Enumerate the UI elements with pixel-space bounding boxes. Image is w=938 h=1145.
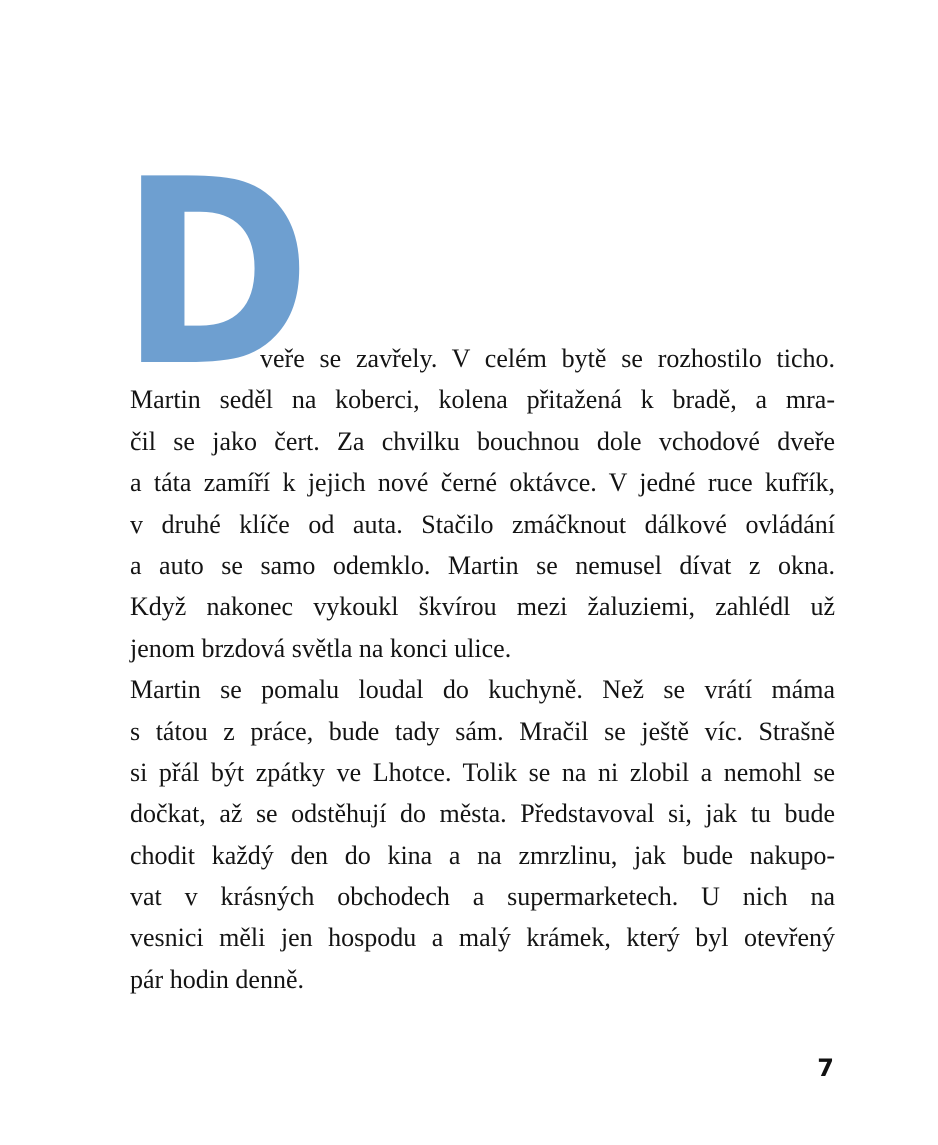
- text-line: chodit každý den do kina a na zmrzlinu, jak bude nakupo-: [130, 840, 835, 870]
- text-line: si přál být zpátky ve Lhotce. Tolik se na ni zlobil a nemohl se: [130, 757, 835, 787]
- text-line: a táta zamíří k jejich nové černé oktávce. V jedné ruce kufřík,: [130, 468, 835, 498]
- text-line: vat v krásných obchodech a supermarketech. U nich na: [130, 882, 835, 912]
- text-line: jenom brzdová světla na konci ulice.: [130, 633, 512, 663]
- text-line: a auto se samo odemklo. Martin se nemusel dívat z okna.: [130, 550, 835, 580]
- text-line: Když nakonec vykoukl škvírou mezi žaluziemi, zahlédl už: [130, 592, 835, 622]
- text-line: dočkat, až se odstěhují do města. Představoval si, jak tu bude: [130, 799, 835, 829]
- drop-cap-letter: D: [120, 125, 312, 423]
- text-line: čil se jako čert. Za chvilku bouchnou dole vchodové dveře: [130, 426, 835, 456]
- text-line: s tátou z práce, bude tady sám. Mračil se ještě víc. Strašně: [130, 716, 835, 746]
- body-text: [130, 338, 835, 1000]
- text-line: pár hodin denně.: [130, 964, 305, 994]
- text-line: vesnici měli jen hospodu a malý krámek, který byl otevřený: [130, 923, 835, 953]
- text-line: v druhé klíče od auta. Stačilo zmáčknout dálkové ovládání: [130, 509, 835, 539]
- paragraph-2: [130, 669, 835, 1000]
- page-number: 7: [817, 1054, 834, 1082]
- paragraph-1: [130, 338, 835, 669]
- text-line: Martin seděl na koberci, kolena přitažená k bradě, a mra-: [130, 385, 835, 415]
- text-line: veře se zavřely. V celém bytě se rozhostilo ticho.: [260, 344, 835, 373]
- text-line: Martin se pomalu loudal do kuchyně. Než se vrátí máma: [130, 675, 835, 705]
